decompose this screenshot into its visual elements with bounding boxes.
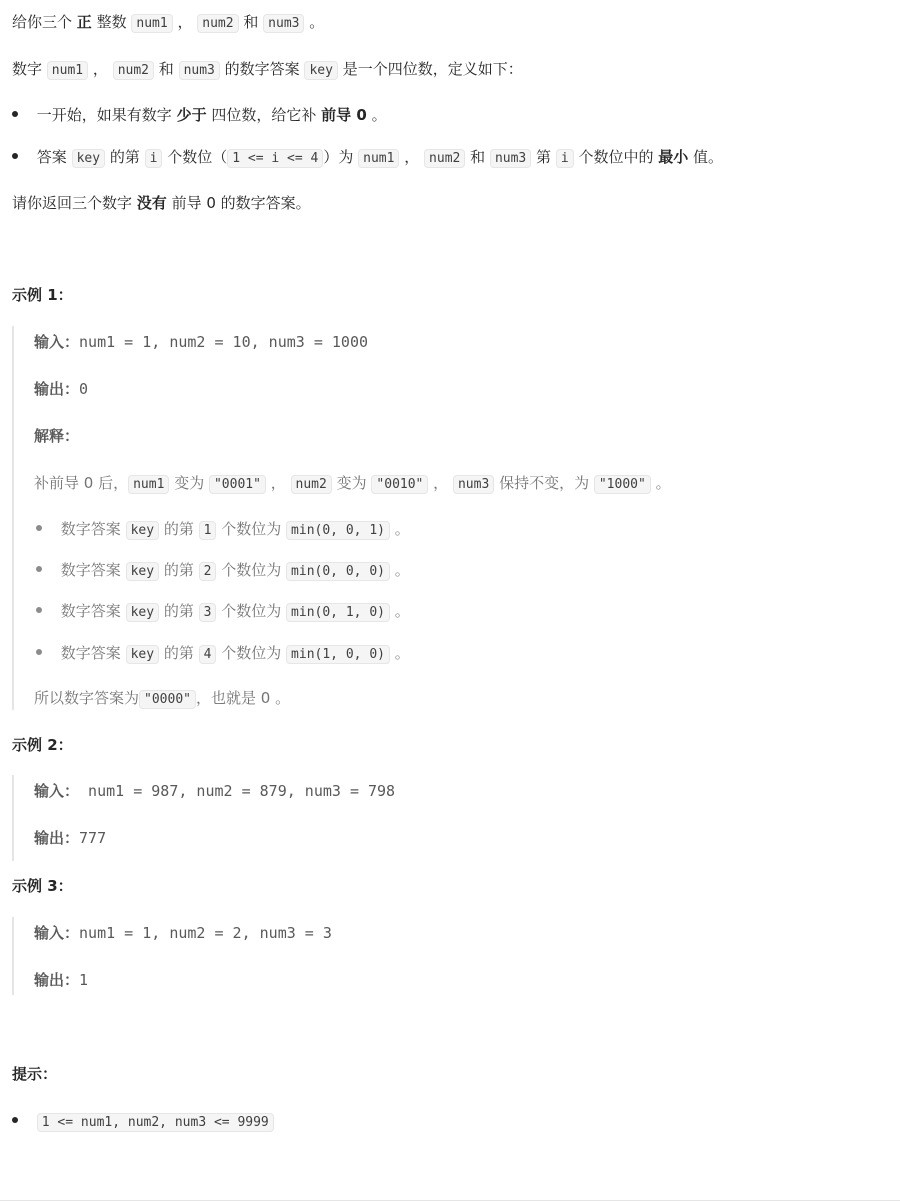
text: 数字答案 (60, 644, 121, 662)
bullet-icon (36, 607, 42, 613)
text: ，也就是 0 。 (195, 689, 291, 707)
text: 保持不变，为 (499, 474, 590, 492)
text: 。 (394, 561, 410, 579)
bullet-icon (12, 111, 18, 117)
example-1-item (36, 517, 410, 543)
text: 数字答案 (60, 561, 121, 579)
output-label: 输出： (34, 829, 80, 847)
text: 给你三个 (12, 13, 73, 31)
inline-code: key (126, 603, 159, 622)
text: ）为 (323, 148, 354, 166)
intro-paragraph (12, 10, 324, 36)
example-1-explain-line (34, 471, 671, 497)
text: 个数位为 (221, 602, 282, 620)
input-value: num1 = 1, num2 = 10, num3 = 1000 (79, 333, 368, 351)
inline-code: num2 (197, 14, 238, 33)
text: ， (433, 474, 449, 492)
text: 数字答案 (60, 602, 121, 620)
text: 个数位（ (167, 148, 228, 166)
text: 变为 (174, 474, 205, 492)
text: 四位数，给它补 (211, 106, 317, 124)
text: 补前导 0 后， (34, 474, 129, 492)
input-value: num1 = 1, num2 = 2, num3 = 3 (79, 924, 332, 942)
inline-code: num1 (358, 149, 399, 168)
bold-text: 没有 (136, 194, 167, 212)
inline-code: 2 (199, 562, 217, 581)
example-1-title: 示例 1： (12, 286, 73, 304)
text: 数字 (12, 60, 43, 78)
inline-code: 1 <= i <= 4 (227, 149, 323, 168)
example-1-input (34, 330, 368, 354)
input-label: 输入： (34, 333, 80, 351)
text: 的第 (163, 520, 194, 538)
text: 。 (309, 13, 325, 31)
text: 个数位为 (221, 520, 282, 538)
example-1-item (36, 599, 410, 625)
inline-code: min(0, 1, 0) (286, 603, 390, 622)
text: 。 (371, 106, 387, 124)
text: 答案 (36, 148, 67, 166)
text: 个数位为 (221, 644, 282, 662)
definition-paragraph (12, 57, 523, 83)
inline-code: num1 (47, 61, 88, 80)
hints-title: 提示： (12, 1065, 58, 1083)
example-1-block (12, 326, 671, 710)
text: 变为 (336, 474, 367, 492)
example-2-title: 示例 2： (12, 736, 73, 754)
inline-code: num2 (291, 475, 332, 494)
example-1-conclusion (34, 686, 290, 712)
text: 是一个四位数，定义如下： (342, 60, 523, 78)
inline-code: key (126, 562, 159, 581)
bullet-icon (36, 566, 42, 572)
example-2-block (12, 775, 396, 861)
example-1-output (34, 377, 88, 401)
text: 和 (243, 13, 259, 31)
inline-code: num1 (128, 475, 169, 494)
example-3-block (12, 917, 332, 995)
text: 前导 0 的数字答案。 (171, 194, 311, 212)
inline-code: 3 (199, 603, 217, 622)
output-label: 输出： (34, 380, 80, 398)
inline-code: min(0, 0, 1) (286, 521, 390, 540)
inline-code: num3 (179, 61, 220, 80)
inline-code: "0010" (371, 475, 428, 494)
inline-code: num3 (490, 149, 531, 168)
inline-code: key (126, 521, 159, 540)
inline-code: min(1, 0, 0) (286, 645, 390, 664)
text: 。 (394, 644, 410, 662)
bold-text: 少于 (176, 106, 207, 124)
text: ， (92, 60, 108, 78)
list-item (12, 103, 387, 127)
example-3-title: 示例 3： (12, 877, 73, 895)
output-label: 输出： (34, 971, 80, 989)
hint-item (12, 1109, 274, 1135)
bold-text: 正 (76, 13, 92, 31)
inline-code: 4 (199, 645, 217, 664)
text: ， (270, 474, 286, 492)
text: ， (404, 148, 420, 166)
text: 的第 (163, 561, 194, 579)
inline-code: num3 (453, 475, 494, 494)
list-item (12, 145, 723, 171)
output-value: 1 (79, 971, 89, 989)
text: 的第 (109, 148, 140, 166)
divider (0, 1200, 900, 1201)
input-value: num1 = 987, num2 = 879, num3 = 798 (79, 782, 396, 800)
example-1-explain-label (34, 424, 79, 448)
inline-code: "0001" (209, 475, 266, 494)
example-3-output (34, 968, 88, 992)
inline-code: num2 (424, 149, 465, 168)
text: 值。 (693, 148, 724, 166)
bullet-icon (36, 525, 42, 531)
explain-label: 解释： (34, 427, 80, 445)
text: 和 (158, 60, 174, 78)
inline-code: num2 (113, 61, 154, 80)
input-label: 输入： (34, 924, 80, 942)
bold-text: 最小 (658, 148, 689, 166)
text: 和 (470, 148, 486, 166)
inline-code: min(0, 0, 0) (286, 562, 390, 581)
text: 所以数字答案为 (34, 689, 140, 707)
bullet-icon (12, 153, 18, 159)
inline-code: key (126, 645, 159, 664)
inline-code: key (304, 61, 337, 80)
inline-code: num1 (131, 14, 172, 33)
bullet-icon (12, 1117, 18, 1123)
output-value: 777 (79, 829, 107, 847)
text: 请你返回三个数字 (12, 194, 133, 212)
text: 。 (394, 602, 410, 620)
text: 个数位为 (221, 561, 282, 579)
inline-code: i (556, 149, 574, 168)
inline-code: "0000" (139, 690, 196, 709)
return-paragraph (12, 191, 311, 215)
output-value: 0 (79, 380, 89, 398)
inline-code: i (145, 149, 163, 168)
text: 的数字答案 (224, 60, 300, 78)
example-2-input (34, 779, 395, 803)
input-label: 输入： (34, 782, 80, 800)
text: 的第 (163, 644, 194, 662)
inline-code: num3 (263, 14, 304, 33)
text: 整数 (96, 13, 127, 31)
example-3-input (34, 921, 332, 945)
text: 。 (655, 474, 671, 492)
inline-code: "1000" (594, 475, 651, 494)
example-1-item (36, 641, 410, 667)
example-2-output (34, 826, 106, 850)
inline-code: key (72, 149, 105, 168)
inline-code: 1 (199, 521, 217, 540)
inline-code: 1 <= num1, num2, num3 <= 9999 (37, 1113, 274, 1132)
text: 数字答案 (60, 520, 121, 538)
example-1-item (36, 558, 410, 584)
text: 一开始，如果有数字 (36, 106, 172, 124)
text: 第 (536, 148, 552, 166)
bullet-icon (36, 649, 42, 655)
text: 。 (394, 520, 410, 538)
bold-text: 前导 0 (321, 106, 367, 124)
text: 个数位中的 (578, 148, 654, 166)
text: 的第 (163, 602, 194, 620)
text: ， (177, 13, 193, 31)
